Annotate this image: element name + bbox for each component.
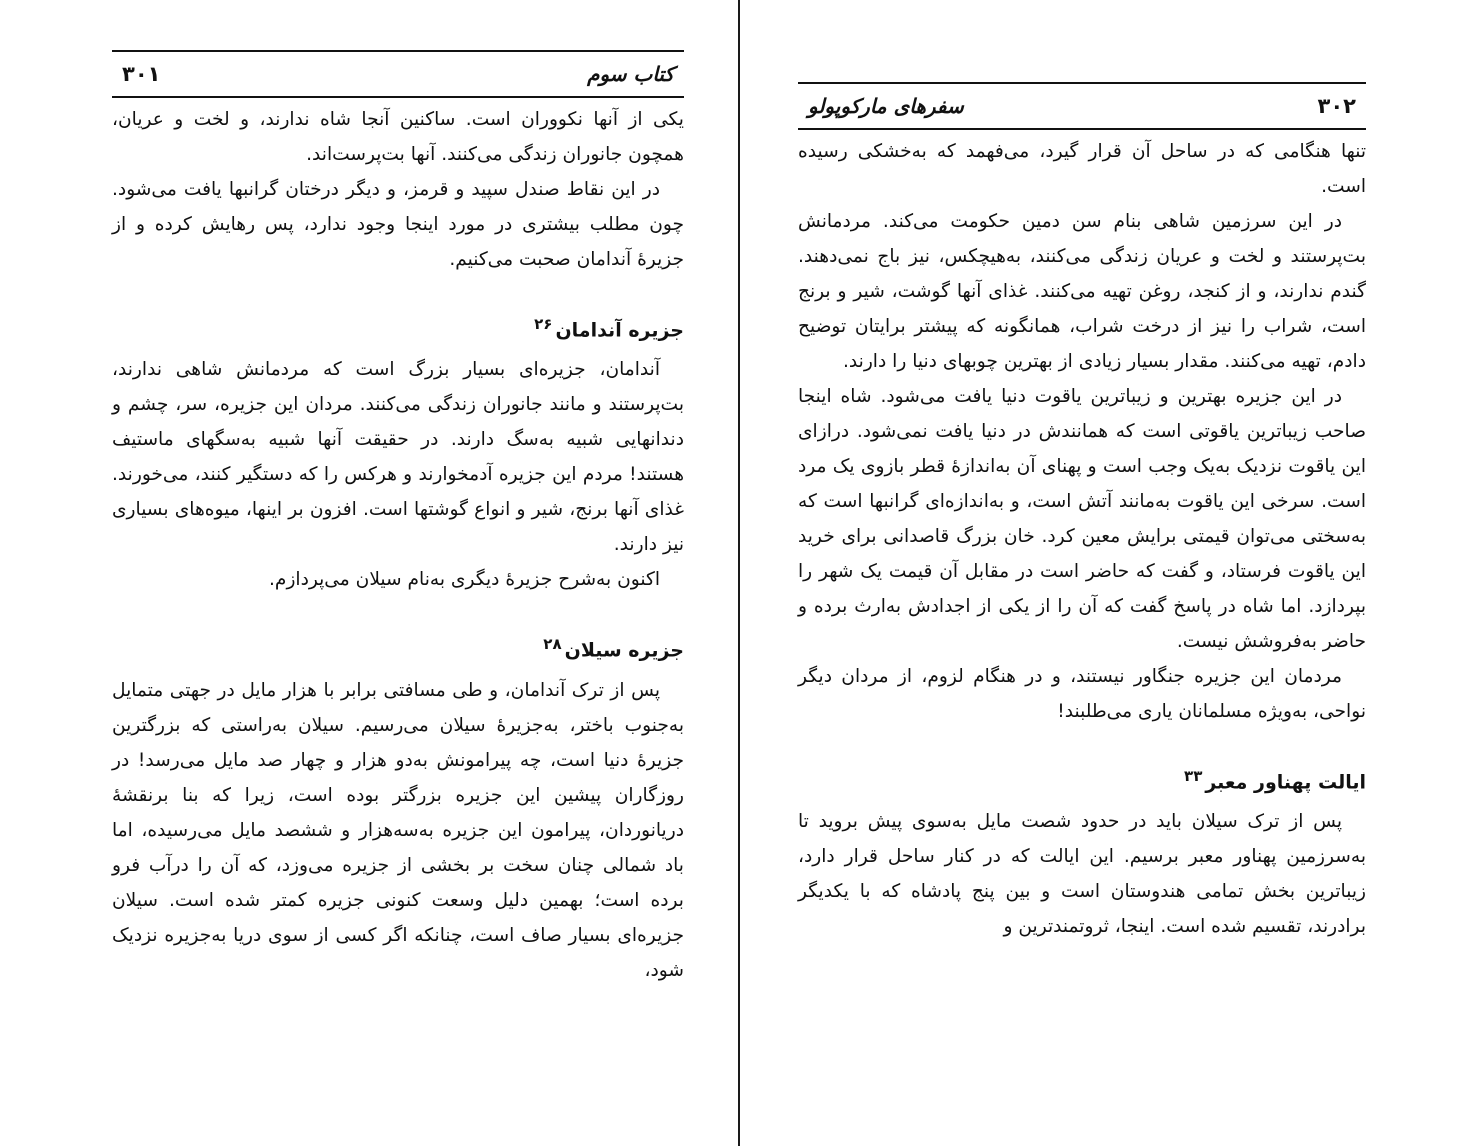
heading-text: جزیره سیلان <box>564 639 684 662</box>
right-page-body <box>798 134 1366 944</box>
left-page-body <box>112 102 684 988</box>
paragraph: آندامان، جزیره‌ای بسیار بزرگ است که مردمانش شاهی ندارند، بت‌پرستند و مانند جانوران زندگی می‌کنند. مردان این جزیره، سر، چشم و دندانهایی شبیه به‌سگ دارند. در حقیقت آنها شبیه به‌سگهای ماستیف هستند! مردم این جزیره آدمخوارند و هرکس را که دستگیر کنند، می‌خورند. غذای آنها برنج، شیر و انواع گوشتها است. افزون بر اینها، میوه‌های بسیاری نیز دارند. <box>112 359 684 556</box>
running-title: سفرهای مارکوپولو <box>808 94 964 118</box>
heading-text: ایالت پهناور معبر <box>1205 771 1366 794</box>
right-page-header <box>798 84 1366 128</box>
paragraph: یکی از آنها نکووران است. ساکنین آنجا شاه ندارند، و لخت و عریان، همچون جانوران زندگی می‌کنند. آنها بت‌پرست‌اند. <box>112 109 684 165</box>
header-bottom-rule <box>112 96 684 98</box>
paragraph: مردمان این جزیره جنگاور نیستند، و در هنگام لزوم، از مردان دیگر نواحی، به‌ویژه مسلمانان یاری می‌طلبند! <box>798 666 1366 722</box>
paragraph: در این سرزمین شاهی بنام سن دمین حکومت می‌کند. مردمانش بت‌پرستند و لخت و عریان زندگی می‌کنند، به‌هیچکس، نیز باج نمی‌دهند. گندم ندارند، و از کنجد، روغن تهیه می‌کنند. غذای آنها گوشت، شیر و برنج است، شراب را نیز از درخت شراب، همانگونه که پیشتر برایتان توضیح دادم، تهیه می‌کنند. مقدار بسیار زیادی از بهترین چوبهای دنیا را دارند. <box>798 211 1366 372</box>
book-gutter <box>738 0 740 1146</box>
left-page <box>112 50 684 988</box>
header-bottom-rule <box>798 128 1366 130</box>
running-title: کتاب سوم <box>587 62 674 86</box>
section-heading <box>112 307 684 348</box>
right-page <box>798 82 1366 944</box>
left-page-header <box>112 52 684 96</box>
paragraph: پس از ترک آندامان، و طی مسافتی برابر با هزار مایل در جهتی متمایل به‌جنوب باختر، به‌جزیرهٔ سیلان می‌رسیم. سیلان به‌راستی که بزرگترین جزیرهٔ دنیا است، چه پیرامونش به‌دو هزار و چهار صد مایل می‌رسد! در روزگاران پیشین این جزیره بزرگتر بوده است، زیرا که بنا برنقشهٔ دریانوردان، پیرامون این جزیره به‌سه‌هزار و ششصد مایل می‌رسیده، اما باد شمالی چنان سخت بر بخشی از جزیره می‌وزد، که آن را درآب فرو برده است؛ بهمین دلیل وسعت کنونی جزیره کمتر شده است. سیلان جزیره‌ای بسیار صاف است، چنانکه اگر کسی از سوی دریا به‌جزیره نزدیک شود، <box>112 679 684 981</box>
paragraph: تنها هنگامی که در ساحل آن قرار گیرد، می‌فهمد که به‌خشکی رسیده است. <box>798 141 1366 197</box>
paragraph: پس از ترک سیلان باید در حدود شصت مایل به‌سوی پیش بروید تا به‌سرزمین پهناور معبر برسیم. این ایالت که در کنار ساحل قرار دارد، زیباترین بخش تمامی هندوستان است و بین پنج پادشاه که با یکدیگر برادرند، تقسیم شده است. اینجا، ثروتمندترین و <box>798 811 1366 938</box>
paragraph: در این نقاط صندل سپید و قرمز، و دیگر درختان گرانبها یافت می‌شود. چون مطلب بیشتری در مورد اینجا وجود ندارد، پس رهایش کرده و از جزیرهٔ آندامان صحبت می‌کنیم. <box>112 179 684 270</box>
footnote-marker: ۲۶ <box>534 315 553 333</box>
footnote-marker: ۲۸ <box>543 635 562 654</box>
heading-text: جزیره آندامان <box>555 319 684 342</box>
footnote-marker: ۳۳ <box>1184 767 1203 785</box>
page-number: ۳۰۲ <box>1317 94 1356 118</box>
section-heading <box>798 759 1366 800</box>
section-heading <box>112 627 684 668</box>
paragraph: اکنون به‌شرح جزیرهٔ دیگری به‌نام سیلان می‌پردازم. <box>269 569 660 591</box>
page-number: ۳۰۱ <box>122 62 161 86</box>
paragraph: در این جزیره بهترین و زیباترین یاقوت دنیا یافت می‌شود. شاه اینجا صاحب زیباترین یاقوتی است که همانندش در دنیا یافت نمی‌شود. درازای این یاقوت نزدیک به‌یک وجب است و پهنای آن به‌اندازهٔ قطر بازوی یک مرد است. سرخی این یاقوت به‌مانند آتش است، و به‌اندازه‌ای گرانبها است که به‌سختی می‌توان قیمتی برایش معین کرد. خان بزرگ قاصدانی برای خرید این یاقوت فرستاد، و گفت که حاضر است در مقابل آن قیمت یک شهر را بپردازد. اما شاه در پاسخ گفت که آن را از یکی از اجدادش به‌ارث برده و حاضر به‌فروشش نیست. <box>798 386 1366 652</box>
